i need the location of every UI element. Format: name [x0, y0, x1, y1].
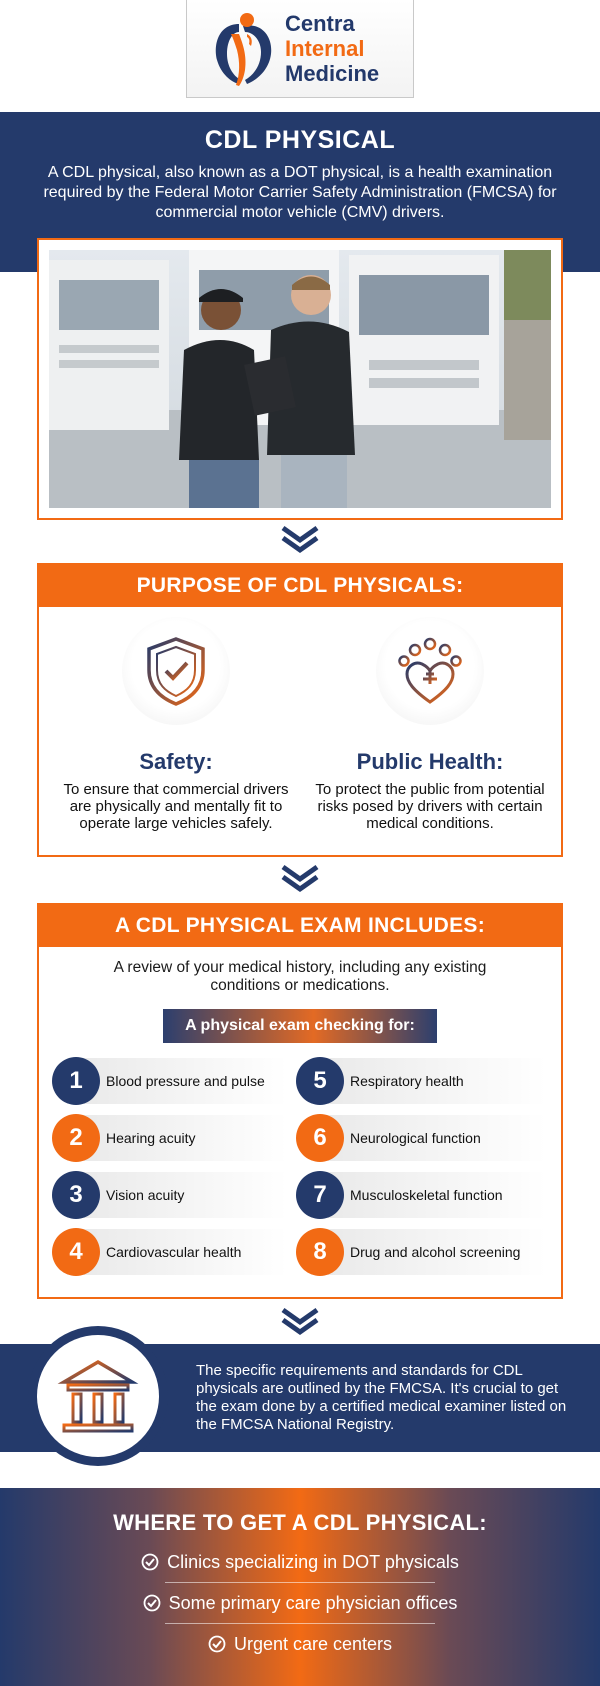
exam-label: Drug and alcohol screening	[350, 1244, 521, 1260]
exam-label: Hearing acuity	[106, 1130, 196, 1146]
exam-item	[52, 1114, 287, 1162]
check-circle-icon	[208, 1635, 226, 1653]
logo-line-medicine: Medicine	[285, 61, 380, 86]
page-title: CDL PHYSICAL	[204, 126, 396, 154]
exam-section	[37, 903, 563, 1299]
exam-title: A CDL PHYSICAL EXAM INCLUDES:	[39, 905, 561, 947]
where-item	[0, 1542, 600, 1582]
exam-item	[52, 1171, 287, 1219]
header-description: A CDL physical, also known as a DOT physical, is a health examination required by the Federal Motor Carrier Safety Administration (FMCSA) for commercial motor vehicle (CMV) drivers.	[43, 164, 557, 221]
purpose-safety	[51, 617, 301, 832]
exam-number: 4	[52, 1228, 100, 1276]
where-item	[0, 1583, 600, 1623]
exam-item	[296, 1057, 546, 1105]
exam-intro: A review of your medical history, including any existing conditions or medications.	[113, 959, 487, 994]
government-building-icon	[56, 1354, 140, 1438]
drivers-trucks-photo	[49, 250, 551, 508]
exam-label: Cardiovascular health	[106, 1244, 242, 1260]
exam-number: 5	[296, 1057, 344, 1105]
purpose-text-public-health: To protect the public from potential risks posed by drivers with certain medical conditions.	[315, 781, 545, 832]
chevron-down-icon	[279, 524, 321, 554]
exam-item	[52, 1057, 287, 1105]
where-item	[0, 1624, 600, 1664]
exam-number: 1	[52, 1057, 100, 1105]
exam-item	[296, 1114, 546, 1162]
exam-item	[52, 1228, 287, 1276]
where-item-label: Urgent care centers	[233, 1634, 393, 1654]
exam-label: Neurological function	[350, 1130, 481, 1146]
exam-label: Respiratory health	[350, 1073, 464, 1089]
logo-line-internal: Internal	[285, 36, 365, 61]
logo-mark-icon	[209, 10, 279, 88]
logo	[186, 0, 414, 98]
photo-frame	[37, 238, 563, 520]
chevron-down-icon	[279, 1306, 321, 1336]
logo-line-centra: Centra	[285, 11, 355, 36]
exam-number: 2	[52, 1114, 100, 1162]
public-health-icon	[376, 617, 484, 725]
where-item-label: Some primary care physician offices	[168, 1593, 458, 1613]
exam-number: 3	[52, 1171, 100, 1219]
shield-check-icon	[122, 617, 230, 725]
purpose-heading-public-health: Public Health:	[356, 749, 504, 774]
exam-label: Blood pressure and pulse	[106, 1073, 265, 1089]
purpose-public-health	[305, 617, 555, 832]
exam-number: 7	[296, 1171, 344, 1219]
exam-subtitle: A physical exam checking for:	[163, 1009, 437, 1043]
exam-number: 8	[296, 1228, 344, 1276]
check-circle-icon	[141, 1553, 159, 1571]
where-title: WHERE TO GET A CDL PHYSICAL:	[113, 1510, 487, 1535]
exam-label: Musculoskeletal function	[350, 1187, 503, 1203]
registry-text: The specific requirements and standards for CDL physicals are outlined by the FMCSA. It's crucial to get the exam done by a certified medical examiner listed on the FMCSA National Registry.	[196, 1362, 567, 1433]
purpose-section	[37, 563, 563, 857]
purpose-heading-safety: Safety:	[139, 749, 213, 774]
exam-label: Vision acuity	[106, 1187, 185, 1203]
purpose-title: PURPOSE OF CDL PHYSICALS:	[39, 565, 561, 607]
chevron-down-icon	[279, 863, 321, 893]
exam-item	[296, 1228, 546, 1276]
registry-icon-badge	[28, 1326, 168, 1466]
check-circle-icon	[143, 1594, 161, 1612]
where-item-label: Clinics specializing in DOT physicals	[167, 1552, 459, 1572]
exam-number: 6	[296, 1114, 344, 1162]
exam-item	[296, 1171, 546, 1219]
where-section	[0, 1488, 600, 1686]
purpose-text-safety: To ensure that commercial drivers are physically and mentally fit to operate large vehicles safely.	[63, 781, 289, 832]
